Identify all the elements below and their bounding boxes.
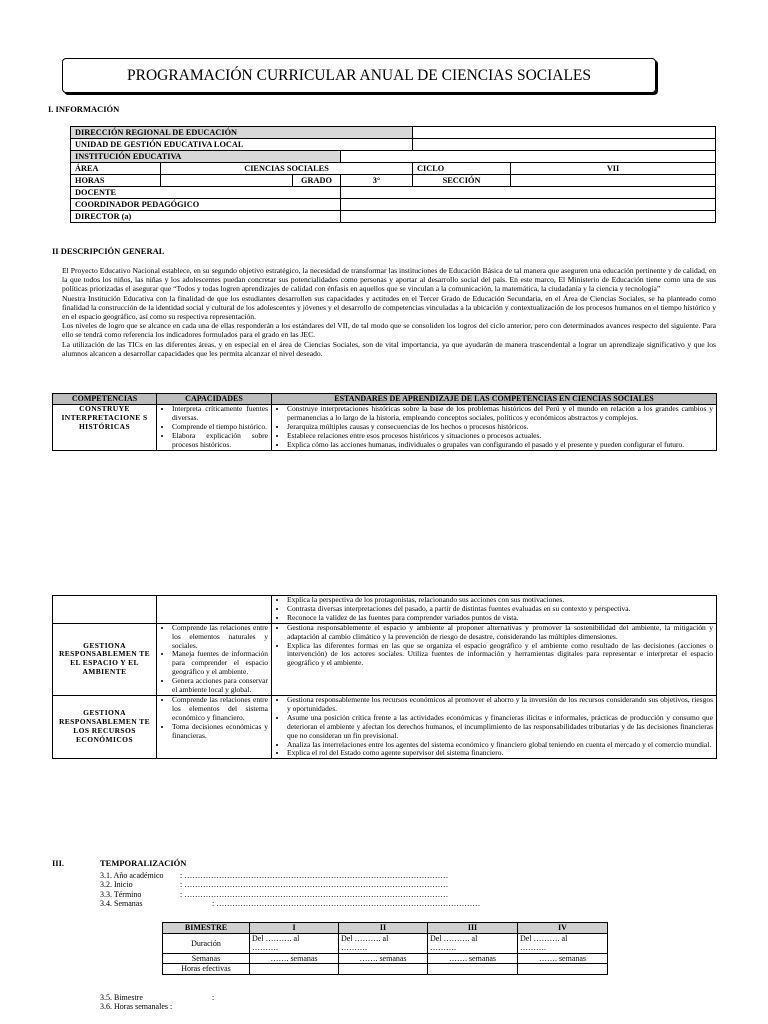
field-dots: : ……………………………………………………………………………………… [180,889,449,899]
docente-label: DOCENTE [71,187,341,199]
grado-label: GRADO [293,175,341,187]
duracion-line: ………. [252,943,278,952]
list-item: • Interpreta críticamente fuentes diversas. [172,405,268,423]
info-row-ie [71,151,716,163]
page-title-text: PROGRAMACIÓN CURRICULAR ANUAL DE CIENCIAS SOCIALES [126,66,592,84]
table-row [163,953,608,964]
horas-value [161,175,293,187]
estandares-cell [272,596,717,624]
ie-label: INSTITUCIÓN EDUCATIVA [71,151,341,163]
horas-efectivas-label: Horas efectivas [163,964,250,975]
area-value: CIENCIAS SOCIALES [161,163,413,175]
area-label: ÁREA [71,163,161,175]
table-row [53,623,717,695]
duracion-line: Del ………. al [341,933,389,943]
info-row-dre [71,127,716,139]
list-item: • Gestiona responsablemente el espacio y ambiente al proponer alternativas y promover la sostenibilidad del ambiente, la mitigación y adaptación al cambio climático y la prevención de riesgo de desastre, considerando las múltiples dimensiones. [287,624,713,642]
duracion-line: Del ………. al [252,933,300,943]
field-dots: : ……………………………………………………………………………………… [180,880,449,890]
list-item: • Genera acciones para conservar el ambiente local y global. [172,677,268,695]
horas-cell [339,964,428,975]
docente-value [341,187,716,199]
bimestre-header: III [428,923,518,934]
field-label: 3.4. Semanas [100,899,143,909]
ugel-value [413,139,716,151]
bimestre-header: II [339,923,428,934]
list-item [100,880,500,889]
duracion-line: ………. [430,943,456,952]
list-item [100,1002,400,1011]
section-heading-informacion: I. INFORMACIÓN [48,104,120,114]
competencias-header-row [53,394,717,405]
director-label: DIRECTOR (a) [71,211,341,223]
header-capacidades: CAPACIDADES [157,394,272,405]
duracion-label: Duración [163,933,250,953]
estandares-cell [272,623,717,695]
list-item: • Comprende el tiempo histórico. [172,423,268,432]
horas-cell [428,964,518,975]
bimestre-header: I [250,923,339,934]
descripcion-paragraph: El Proyecto Educativo Nacional establece, en su segundo objetivo estratégico, la necesidad de transformar las instituciones de Educación Básica de tal manera que aseguren una educación pertinente y de calidad, en la que todos los niños, las niñas y los adolescentes puedan concretar sus potencialidades como personas y aportar al desarrollo social del país. En este marco, El Ministerio de Educación tiene como una de sus políticas priorizadas el asegurar que “Todos y todas logren aprendizajes de calidad con énfasis en aquellos que se vinculan a la comunicación, la matemática, la ciudadanía y la ciencia y tecnología” [62,266,716,294]
list-item [100,871,500,880]
semanas-cell: ……. semanas [250,953,339,964]
ugel-label: UNIDAD DE GESTIÓN EDUCATIVA LOCAL [71,139,413,151]
list-item: • Elabora explicación sobre procesos históricos. [172,432,268,450]
duracion-cell [250,933,339,953]
list-item: • Analiza las interrelaciones entre los agentes del sistema económico y financiero global teniendo en cuenta el mercado y el comercio mundial. [287,741,713,750]
list-item: • Explica el rol del Estado como agente supervisor del sistema financiero. [287,749,713,758]
list-item: • Toma decisiones económicas y financieras. [172,723,268,741]
ciclo-value: VII [511,163,716,175]
duracion-line: Del ………. al [430,933,478,943]
duracion-line: ………. [341,943,367,952]
coordinador-label: COORDINADOR PEDAGÓGICO [71,199,341,211]
duracion-cell [339,933,428,953]
list-item: • Explica las diferentes formas en las que se organiza el espacio geográfico y el ambiente como resultado de las decisiones (acciones o intervención) de los actores sociales. Utiliza fuentes de información y herramientas digitales para representar e interpretar el espacio geográfico y el ambiente. [287,642,713,669]
estandares-cell [272,405,717,451]
bimestre-header: IV [518,923,608,934]
semanas-label: Semanas [163,953,250,964]
info-row-docente [71,187,716,199]
duracion-line: ………. [520,943,546,952]
list-item: • Explica la perspectiva de los protagonistas, relacionando sus acciones con sus motivaciones. [287,596,713,605]
competencia-name: GESTIONA RESPONSABLEMEN TE EL ESPACIO Y EL AMBIENTE [53,623,157,695]
semanas-cell: ……. semanas [518,953,608,964]
competencia-name [53,596,157,624]
horas-label: HORAS [71,175,161,187]
seccion-value [511,175,716,187]
descripcion-paragraph: La utilización de las TICs en las diferentes áreas, y en especial en el área de Ciencias Sociales, son de vital importancia, ya que ayudarán de manera trascendental a lograr un aprendizaje significativo y que los alumnos alcancen a desarrollar capacidades que les permita alcanzar el nivel deseado. [62,339,716,358]
info-row-horas [71,175,716,187]
list-item: • Explica cómo las acciones humanas, individuales o grupales van configurando el pasado y el presente y pueden configurar el futuro. [287,441,713,450]
list-item: • Gestiona responsablemente los recursos económicos al promover el ahorro y la inversión de los recursos considerando sus objetivos, riesgos y oportunidades. [287,696,713,714]
descripcion-text [62,266,716,358]
field-label: 3.3. Término [100,889,142,899]
competencias-table-continued [52,595,717,759]
list-item: • Establece relaciones entre esos procesos históricos y situaciones o procesos actuales. [287,432,713,441]
info-row-ugel [71,139,716,151]
list-item: • Asume una posición crítica frente a las actividades económicas y financieras ilícitas e informales, prácticas de producción y consumo que deterioran el ambiente y afectan los derechos humanos, el incumplimiento de las responsabilidades tributarias y de las decisiones financieras que no consideran un fin previsional. [287,714,713,741]
horas-cell [250,964,339,975]
bimestre-header-row [163,923,608,934]
field-dots: : ……………………………………………………………………………………… [180,871,449,880]
list-item [100,899,500,908]
semanas-cell: ……. semanas [428,953,518,964]
section-heading-temporalizacion: TEMPORALIZACIÓN [100,858,187,868]
table-row [53,405,717,451]
list-item: • Construye interpretaciones históricas sobre la base de los problemas históricos del Perú y el mundo en relación a los grandes cambios y permanencias a lo largo de la historia, empleando conceptos sociales, políticos y económicos abstractos y complejos. [287,405,713,423]
field-label: 3.2. Inicio [100,880,133,890]
section-number-temporalizacion: III. [52,858,65,868]
list-item [100,890,500,899]
info-row-area [71,163,716,175]
bimestre-table [162,922,608,975]
director-value [341,211,716,223]
descripcion-paragraph: Los niveles de logro que se alcance en cada una de ellas responderán a los estándares del VII, de tal modo que se consoliden los logros del ciclo anterior, pero con determinados avances respecto del siguiente. Para ello se tendrá como referencia los indicadores formulados para el grado en las JEC. [62,321,716,340]
field-dots: : ……………………………………………………………………………………… [212,899,481,909]
field-label: 3.1. Año académico [100,871,164,880]
coordinador-value [341,199,716,211]
horas-cell [518,964,608,975]
descripcion-paragraph: Nuestra Institución Educativa con la finalidad de que los estudiantes desarrollen sus capacidades y actitudes en el Tercer Grado de Educación Secundaria, en el Área de Ciencias Sociales, se ha planteado como finalidad la construcción de la identidad social y cultural de los adolescentes y jóvenes y el desarrollo de competencias vinculadas a la ubicación y contextualización de los procesos humanos en el tiempo histórico y en el espacio geográfico, así como su respectiva representación. [62,293,716,322]
estandares-cell [272,695,717,758]
competencia-name: GESTIONA RESPONSABLEMEN TE LOS RECURSOS ECONÓMICOS [53,695,157,758]
table-row [53,596,717,624]
field-dots: : [212,993,215,1002]
header-estandares: ESTANDARES DE APRENDIZAJE DE LAS COMPETENCIAS EN CIENCIAS SOCIALES [272,394,717,405]
page-title [62,58,656,93]
duracion-line: Del ………. al [520,933,568,943]
list-item: • Comprende las relaciones entre los elementos del sistema económico y financiero. [172,696,268,723]
capacidades-cell [157,405,272,451]
duracion-cell [428,933,518,953]
semanas-cell: ……. semanas [339,953,428,964]
field-label: 3.6. Horas semanales : [100,1002,173,1012]
info-row-director [71,211,716,223]
field-label: 3.5. Bimestre [100,993,143,1002]
ciclo-label: CICLO [413,163,511,175]
capacidades-cell [157,695,272,758]
header-competencias: COMPETENCIAS [53,394,157,405]
section-heading-descripcion: II DESCRIPCIÓN GENERAL [52,246,165,256]
table-row [53,695,717,758]
temporalizacion-list [100,871,500,909]
list-item: • Reconoce la validez de las fuentes para comprender variados puntos de vista. [287,614,713,623]
grado-value: 3° [341,175,413,187]
list-item [100,993,400,1002]
capacidades-cell [157,596,272,624]
info-row-coordinador [71,199,716,211]
temporalizacion-tail [100,993,400,1012]
seccion-label: SECCIÓN [413,175,511,187]
competencia-name: CONSTRUYE INTERPRETACIONE S HISTÓRICAS [53,405,157,451]
dre-label: DIRECCIÓN REGIONAL DE EDUCACIÓN [71,127,413,139]
list-item: • Contrasta diversas interpretaciones del pasado, a partir de distintas fuentes evaluadas en su contexto y perspectiva. [287,605,713,614]
list-item: • Maneja fuentes de información para comprender el espacio geográfico y el ambiente. [172,650,268,677]
table-row [163,933,608,953]
duracion-cell [518,933,608,953]
dre-value [413,127,716,139]
table-row [163,964,608,975]
capacidades-cell [157,623,272,695]
bimestre-header: BIMESTRE [163,923,250,934]
list-item: • Jerarquiza múltiples causas y consecuencias de los hechos o procesos históricos. [287,423,713,432]
list-item: • Comprende las relaciones entre los elementos naturales y sociales. [172,624,268,651]
ie-value [341,151,716,163]
competencias-table [52,393,717,451]
info-table [70,126,716,223]
